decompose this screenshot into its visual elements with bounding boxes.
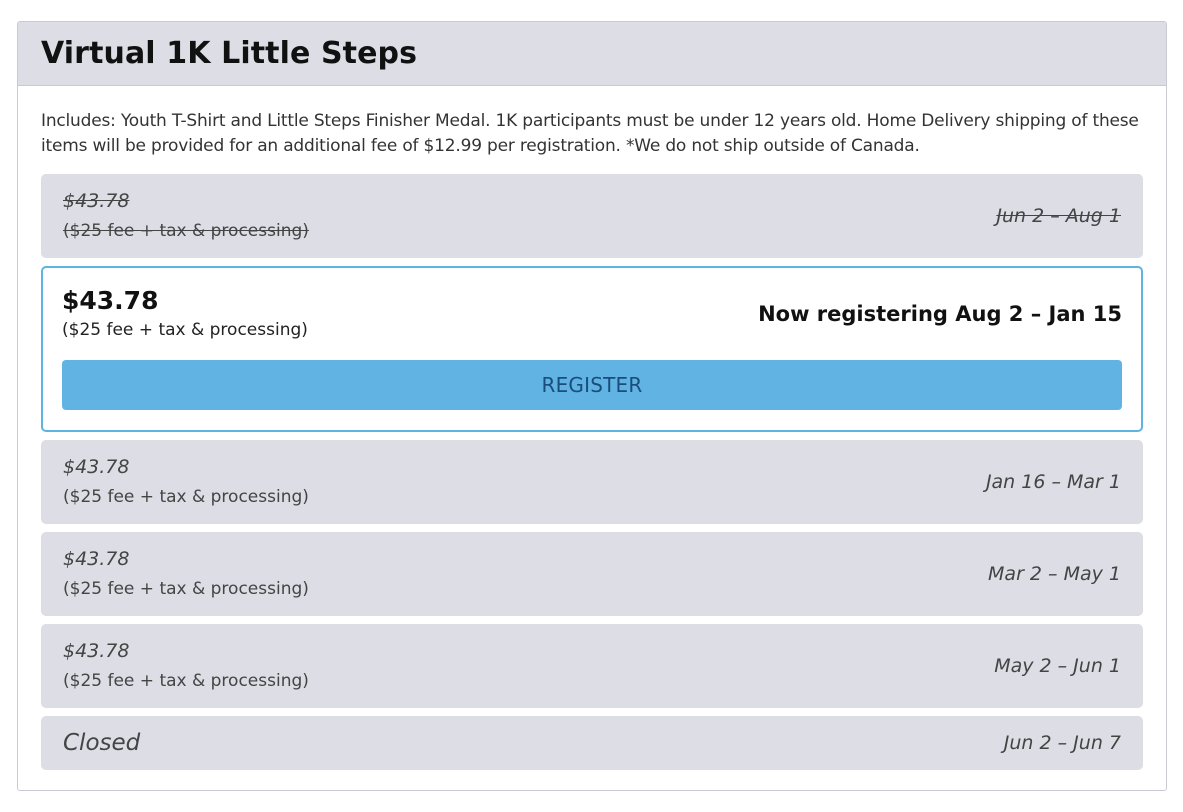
- tier-pricing: [63, 189, 309, 243]
- tier-pricing: [63, 547, 309, 601]
- tier-price: $43.78: [63, 548, 130, 570]
- register-button[interactable]: REGISTER: [62, 360, 1122, 410]
- card-body: [18, 86, 1166, 770]
- price-tier-past: [41, 174, 1143, 258]
- closed-label: Closed: [63, 730, 141, 756]
- tier-dates: May 2 – Jun 1: [994, 655, 1121, 677]
- price-tier-upcoming: [41, 624, 1143, 708]
- current-tier-pricing: [62, 286, 308, 342]
- tier-price: $43.78: [63, 456, 130, 478]
- tier-dates: Jan 16 – Mar 1: [985, 471, 1121, 493]
- tier-dates: Mar 2 – May 1: [988, 563, 1121, 585]
- tier-price: $43.78: [63, 640, 130, 662]
- current-fee: ($25 fee + tax & processing): [62, 320, 308, 340]
- registration-status: Now registering Aug 2 – Jan 15: [758, 302, 1122, 326]
- price-tier-upcoming: [41, 440, 1143, 524]
- tier-fee: ($25 fee + tax & processing): [63, 671, 309, 691]
- price-tier-current: [41, 266, 1143, 432]
- tier-fee: ($25 fee + tax & processing): [63, 579, 309, 599]
- current-price: $43.78: [62, 286, 159, 315]
- tier-dates: Jun 2 – Aug 1: [996, 205, 1121, 227]
- current-tier-info: [62, 286, 1122, 342]
- tier-fee: ($25 fee + tax & processing): [63, 487, 309, 507]
- tier-fee: ($25 fee + tax & processing): [63, 221, 309, 241]
- tier-dates: Jun 2 – Jun 7: [1003, 732, 1121, 754]
- card-header: [18, 22, 1166, 86]
- tier-pricing: [63, 639, 309, 693]
- price-tier-upcoming: [41, 532, 1143, 616]
- tier-pricing: [63, 455, 309, 509]
- registration-card: [17, 21, 1167, 791]
- event-title: Virtual 1K Little Steps: [41, 36, 418, 71]
- price-tier-closed: [41, 716, 1143, 770]
- tier-price: $43.78: [63, 190, 130, 212]
- event-description: Includes: Youth T-Shirt and Little Steps Finisher Medal. 1K participants must be under 12 years old. Home Delivery shipping of these items will be provided for an additional fee of $12.99 per registration. *We do not ship outside of Canada.: [41, 111, 1139, 156]
